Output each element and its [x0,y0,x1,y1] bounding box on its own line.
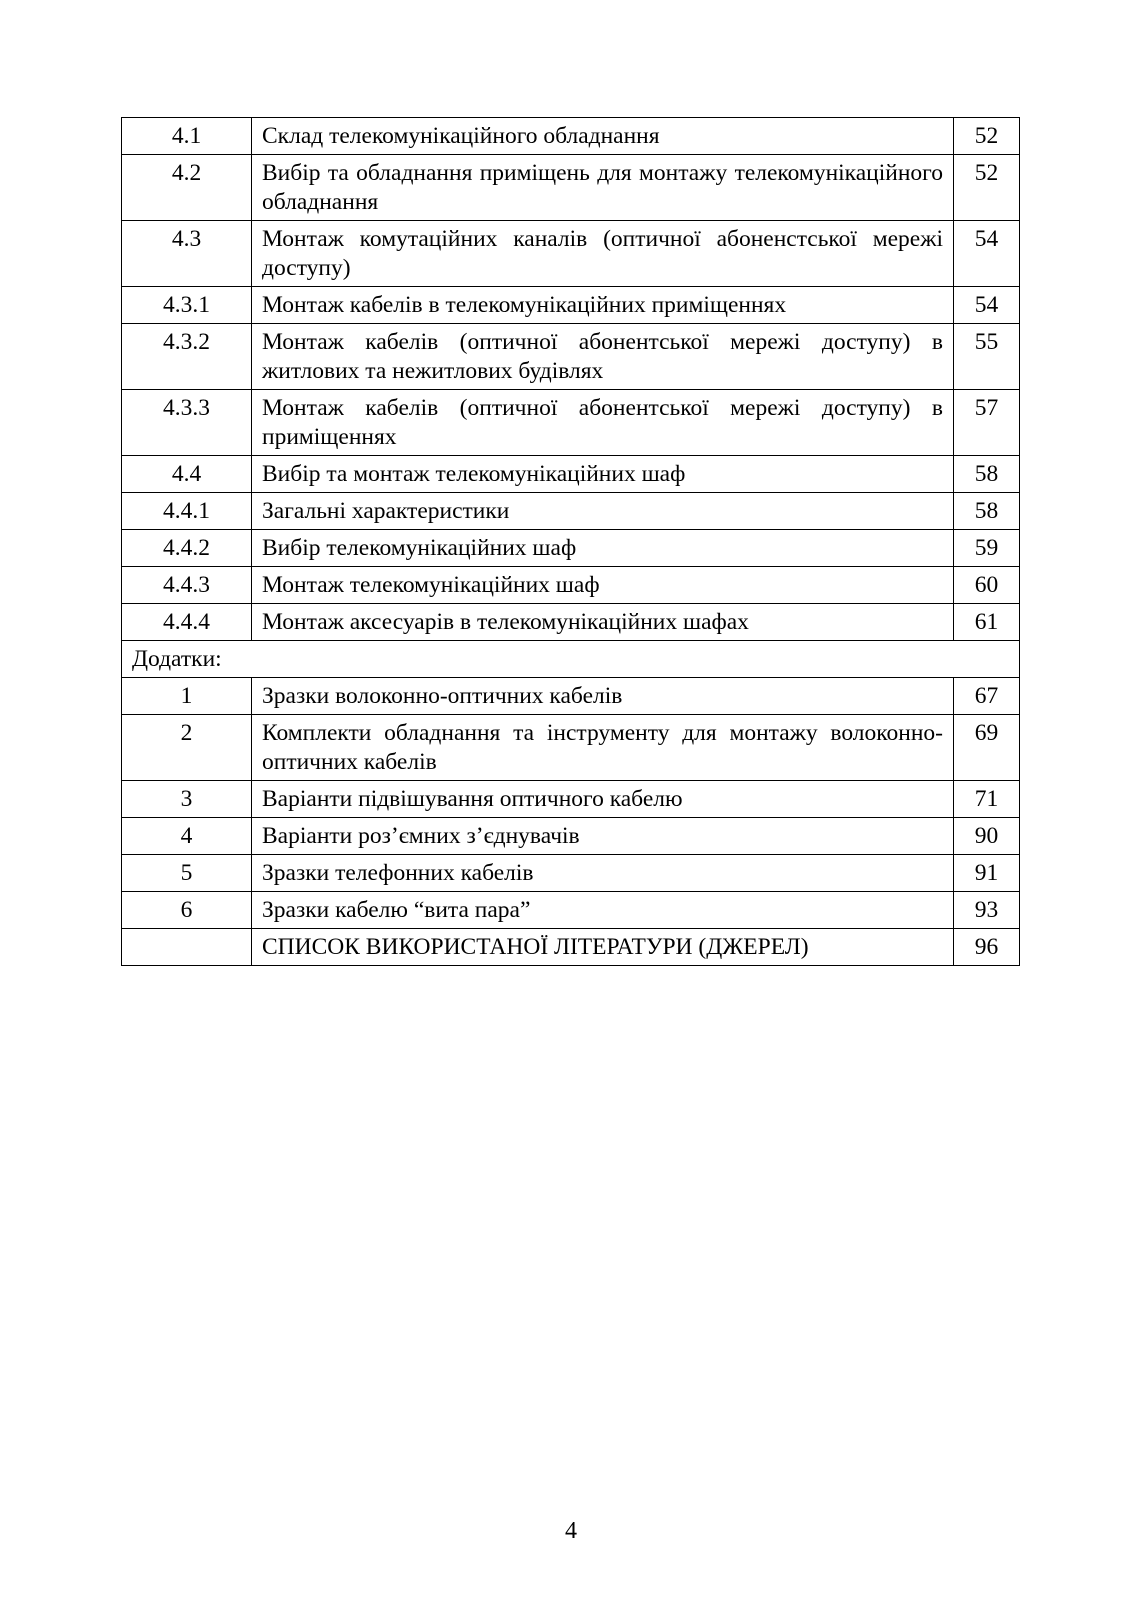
toc-page-number: 91 [954,855,1020,892]
toc-appendix-title: Варіанти підвішування оптичного кабелю [252,781,954,818]
toc-section-number: 4.3.3 [122,390,252,456]
toc-page-number: 67 [954,678,1020,715]
toc-body [122,118,1020,966]
table-row [122,855,1020,892]
table-row [122,818,1020,855]
toc-section-number: 4.4.1 [122,493,252,530]
toc-section-number: 4.1 [122,118,252,155]
toc-page-number: 54 [954,221,1020,287]
page-number: 4 [565,1518,577,1544]
toc-section-title: Монтаж аксесуарів в телекомунікаційних шафах [252,604,954,641]
table-row [122,456,1020,493]
toc-section-number: 4.2 [122,155,252,221]
toc-page-number: 57 [954,390,1020,456]
toc-section-number: 4.4.2 [122,530,252,567]
toc-section-title: Вибір та обладнання приміщень для монтажу телекомунікаційного обладнання [252,155,954,221]
toc-section-title: Вибір телекомунікаційних шаф [252,530,954,567]
table-row [122,324,1020,390]
table-row [122,287,1020,324]
toc-page-number: 61 [954,604,1020,641]
toc-section-number: 4.4.4 [122,604,252,641]
toc-page-number: 71 [954,781,1020,818]
toc-appendix-title: Комплекти обладнання та інструменту для монтажу волоконно-оптичних кабелів [252,715,954,781]
toc-appendix-title: Зразки кабелю “вита пара” [252,892,954,929]
toc-page-number: 69 [954,715,1020,781]
appendix-heading: Додатки: [122,641,1020,678]
toc-appendix-title: Зразки волоконно-оптичних кабелів [252,678,954,715]
toc-appendix-number: 2 [122,715,252,781]
table-row [122,678,1020,715]
toc-page-number: 60 [954,567,1020,604]
toc-appendix-number: 1 [122,678,252,715]
table-row [122,715,1020,781]
toc-references-title: СПИСОК ВИКОРИСТАНОЇ ЛІТЕРАТУРИ (ДЖЕРЕЛ) [252,929,954,966]
table-row [122,567,1020,604]
toc-section-title: Склад телекомунікаційного обладнання [252,118,954,155]
toc-page-number: 96 [954,929,1020,966]
toc-appendix-title: Зразки телефонних кабелів [252,855,954,892]
table-row [122,604,1020,641]
toc-page-number: 54 [954,287,1020,324]
toc-section-title: Монтаж комутаційних каналів (оптичної абоненстської мережі доступу) [252,221,954,287]
table-row [122,781,1020,818]
toc-page-number: 93 [954,892,1020,929]
toc-page-number: 58 [954,456,1020,493]
toc-section-number: 4.3.1 [122,287,252,324]
toc-appendix-number: 6 [122,892,252,929]
toc-section-title: Монтаж кабелів (оптичної абонентської мережі доступу) в житлових та нежитлових будівлях [252,324,954,390]
toc-section-number: 4.4.3 [122,567,252,604]
toc-page-number: 52 [954,155,1020,221]
table-row [122,493,1020,530]
toc-appendix-number: 3 [122,781,252,818]
toc-page-number: 55 [954,324,1020,390]
table-row [122,118,1020,155]
toc-appendix-title: Варіанти роз’ємних з’єднувачів [252,818,954,855]
toc-appendix-number: 5 [122,855,252,892]
table-row [122,221,1020,287]
table-row [122,892,1020,929]
table-row [122,390,1020,456]
table-row [122,530,1020,567]
table-row [122,929,1020,966]
toc-section-number: 4.3.2 [122,324,252,390]
toc-page-number: 59 [954,530,1020,567]
toc-page-number: 58 [954,493,1020,530]
toc-section-number: 4.3 [122,221,252,287]
table-row-appendix-header [122,641,1020,678]
table-of-contents [121,117,1020,966]
toc-appendix-number: 4 [122,818,252,855]
toc-section-title: Монтаж телекомунікаційних шаф [252,567,954,604]
toc-section-title: Загальні характеристики [252,493,954,530]
toc-section-number: 4.4 [122,456,252,493]
toc-appendix-number [122,929,252,966]
toc-page-number: 52 [954,118,1020,155]
toc-section-title: Монтаж кабелів (оптичної абонентської мережі доступу) в приміщеннях [252,390,954,456]
toc-section-title: Вибір та монтаж телекомунікаційних шаф [252,456,954,493]
table-row [122,155,1020,221]
toc-section-title: Монтаж кабелів в телекомунікаційних приміщеннях [252,287,954,324]
toc-page-number: 90 [954,818,1020,855]
